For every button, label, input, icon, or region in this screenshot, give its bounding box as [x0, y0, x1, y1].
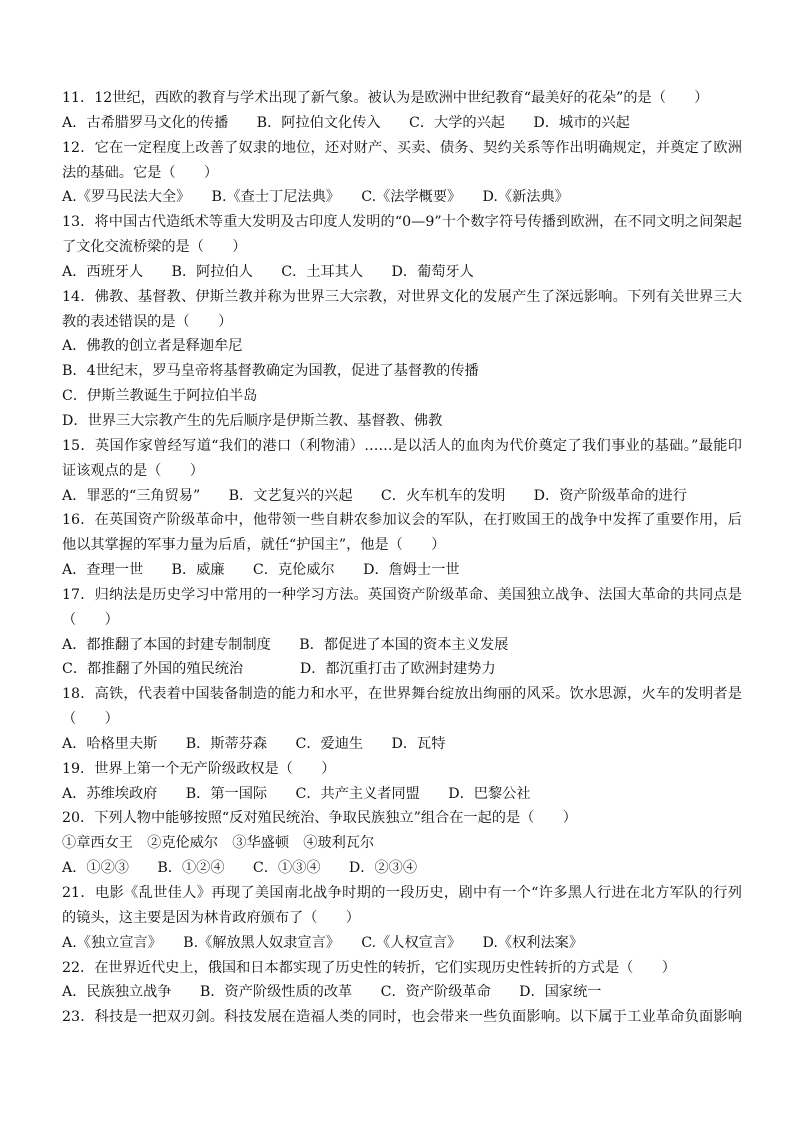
question-19 [62, 757, 742, 807]
question-14-option-b: B．4世纪末，罗马皇帝将基督教确定为国教，促进了基督教的传播 [62, 363, 479, 380]
question-20 [62, 806, 742, 881]
question-17 [62, 583, 742, 682]
question-15-stem: 15．英国作家曾经写道“我们的港口（利物浦）……是以活人的血肉为代价奠定了我们事业的基础。”最能印 [62, 437, 742, 454]
question-20-options: A．①②③ B．①②④ C．①③④ D．②③④ [62, 860, 418, 877]
question-16-stem-cont: 他以其掌握的军事力量为后盾，就任“护国主”，他是（ ） [62, 537, 446, 554]
question-11-options: A．古希腊罗马文化的传播 B．阿拉伯文化传入 C．大学的兴起 D．城市的兴起 [62, 114, 630, 131]
question-18 [62, 682, 742, 757]
question-15-options: A．罪恶的“三角贸易” B．文艺复兴的兴起 C．火车机车的发明 D．资产阶级革命的进行 [62, 487, 687, 504]
question-22 [62, 956, 742, 1006]
question-17-stem-cont: （ ） [62, 611, 119, 628]
question-11-stem: 11．12世纪，西欧的教育与学术出现了新气象。被认为是欧洲中世纪教育“最美好的花朵”的是（ ） [62, 90, 709, 106]
question-14 [62, 285, 742, 434]
question-12-options: A.《罗马民法大全》 B.《查士丁尼法典》 C.《法学概要》 D.《新法典》 [62, 189, 569, 206]
question-22-options: A．民族独立战争 B．资产阶级性质的改革 C．资产阶级革命 D．国家统一 [62, 984, 602, 1001]
question-23-stem: 23．科技是一把双刃剑。科技发展在造福人类的同时，也会带来一些负面影响。以下属于工业革命负面影响 [62, 1009, 742, 1026]
question-15 [62, 434, 742, 509]
question-18-stem: 18．高铁，代表着中国装备制造的能力和水平，在世界舞台绽放出绚丽的风采。饮水思源，火车的发明者是 [62, 686, 742, 703]
question-23 [62, 1005, 742, 1030]
question-21-stem: 21．电影《乱世佳人》再现了美国南北战争时期的一段历史，剧中有一个“许多黑人行进在北方军队的行列 [62, 885, 742, 901]
question-22-stem: 22．在世界近代史上，俄国和日本都实现了历史性的转折，它们实现历史性转折的方式是（ ） [62, 959, 676, 976]
question-17-options-cd: C．都推翻了外国的殖民统治 D．都沉重打击了欧洲封建势力 [62, 661, 496, 678]
question-13-stem-cont: 了文化交流桥梁的是（ ） [62, 239, 247, 256]
question-13-options: A．西班牙人 B．阿拉伯人 C．土耳其人 D．葡萄牙人 [62, 263, 474, 280]
question-14-option-a: A．佛教的创立者是释迦牟尼 [62, 338, 243, 355]
question-12 [62, 136, 742, 211]
question-14-stem-cont: 教的表述错误的是（ ） [62, 313, 233, 330]
question-20-items: ①章西女王 ②克伦威尔 ③华盛顿 ④玻利瓦尔 [62, 835, 375, 852]
question-21 [62, 881, 742, 956]
question-16-options: A．查理一世 B．威廉 C．克伦威尔 D．詹姆士一世 [62, 562, 460, 579]
question-12-stem-cont: 法的基础。它是（ ） [62, 164, 219, 181]
question-14-option-c: C．伊斯兰教诞生于阿拉伯半岛 [62, 388, 258, 405]
question-19-stem: 19．世界上第一个无产阶级政权是（ ） [62, 760, 336, 777]
question-20-stem: 20．下列人物中能够按照“反对殖民统治、争取民族独立”组合在一起的是（ ） [62, 810, 577, 827]
question-11 [62, 86, 742, 136]
question-13-stem: 13．将中国古代造纸术等重大发明及古印度人发明的“0—9”十个数字符号传播到欧洲，在不同文明之间架起 [62, 214, 742, 231]
question-21-options: A.《独立宣言》 B.《解放黑人奴隶宣言》 C.《人权宣言》 D.《权利法案》 [62, 934, 584, 951]
exam-page [62, 86, 742, 1030]
question-18-options: A．哈格里夫斯 B．斯蒂芬森 C．爱迪生 D．瓦特 [62, 735, 446, 752]
question-17-stem: 17．归纳法是历史学习中常用的一种学习方法。英国资产阶级革命、美国独立战争、法国大革命的共同点是 [62, 586, 742, 603]
question-18-stem-cont: （ ） [62, 711, 119, 728]
question-17-options-ab: A．都推翻了本国的封建专制制度 B．都促进了本国的资本主义发展 [62, 636, 509, 653]
question-15-stem-cont: 证该观点的是（ ） [62, 462, 204, 479]
question-16 [62, 508, 742, 583]
question-21-stem-cont: 的镜头，这主要是因为林肯政府颁布了（ ） [62, 909, 360, 926]
question-14-stem: 14．佛教、基督教、伊斯兰教并称为世界三大宗教，对世界文化的发展产生了深远影响。下列有关世界三大 [62, 288, 742, 305]
question-16-stem: 16．在英国资产阶级革命中，他带领一些自耕农参加议会的军队，在打败国王的战争中发挥了重要作用，后 [62, 512, 742, 529]
question-12-stem: 12．它在一定程度上改善了奴隶的地位，还对财产、买卖、债务、契约关系等作出明确规定，并奠定了欧洲 [62, 139, 742, 156]
question-13 [62, 210, 742, 285]
question-19-options: A．苏维埃政府 B．第一国际 C．共产主义者同盟 D．巴黎公社 [62, 785, 531, 802]
question-14-option-d: D．世界三大宗教产生的先后顺序是伊斯兰教、基督教、佛教 [62, 412, 443, 429]
